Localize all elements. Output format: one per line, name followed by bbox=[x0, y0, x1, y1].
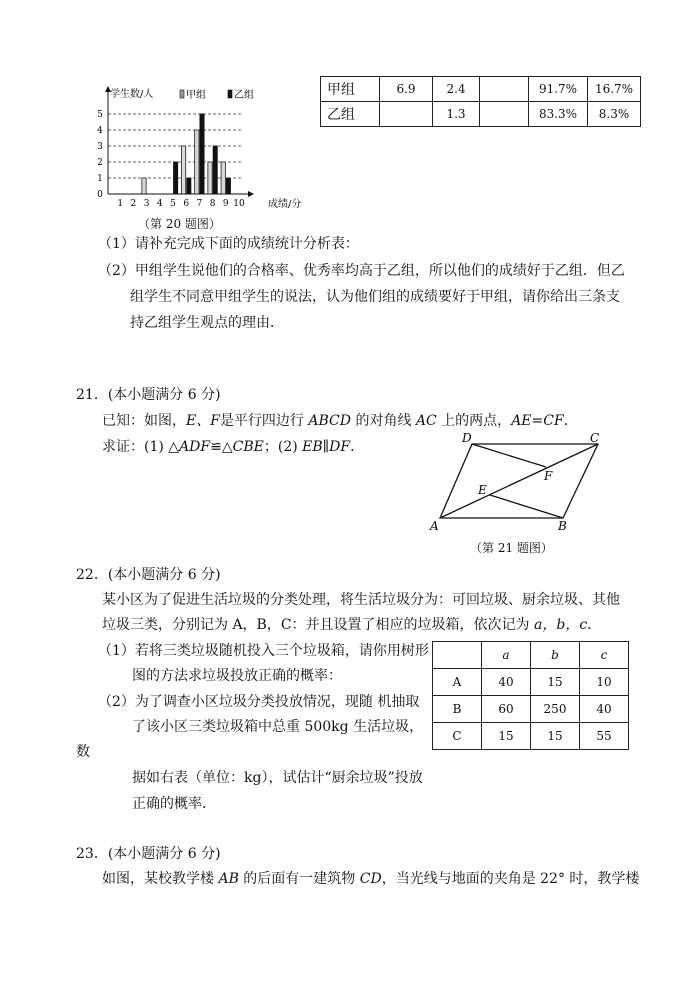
table-cell: 15 bbox=[531, 669, 580, 696]
text: 上的两点， bbox=[436, 413, 512, 429]
y-tick-label: 2 bbox=[97, 158, 103, 168]
text: ． bbox=[350, 439, 365, 455]
table-cell bbox=[480, 102, 529, 127]
table-row bbox=[321, 77, 641, 102]
q22-part2-line3: 据如右表（单位：kg），试估计“厨余垃圾”投放 bbox=[132, 770, 423, 786]
x-tick-label: 7 bbox=[196, 199, 203, 209]
text: 的后面有一建筑物 bbox=[238, 871, 360, 887]
table-row bbox=[433, 669, 629, 696]
x-tick-label: 3 bbox=[143, 199, 150, 209]
row-label: 甲组 bbox=[321, 77, 380, 102]
table-cell: 1.3 bbox=[433, 102, 480, 127]
q22-stray-char: 数 bbox=[76, 744, 90, 760]
y-axis-label: 学生数/人 bbox=[110, 89, 154, 100]
text: 求证：(1) △ bbox=[102, 439, 180, 455]
condition: AE=CF bbox=[511, 413, 564, 429]
q22-part1-line1: （1）若将三类垃圾随机投入三个垃圾箱，请你用树形 bbox=[98, 643, 429, 659]
y-tick-label: 4 bbox=[97, 126, 103, 136]
bar-yi bbox=[187, 178, 191, 194]
q22-part2-line1: （2）为了调查小区垃圾分类投放情况，现随 机抽取 bbox=[98, 694, 420, 710]
legend-label-jia: 甲组 bbox=[186, 90, 206, 101]
q22-title: 22．(本小题满分 6 分) bbox=[76, 567, 221, 583]
triangle-label: CBE bbox=[232, 439, 264, 455]
table-row bbox=[433, 723, 629, 750]
diagonal-ac bbox=[440, 444, 598, 518]
triangle-label: ADF bbox=[179, 439, 211, 455]
q21-given bbox=[102, 411, 578, 431]
table-cell bbox=[433, 642, 482, 669]
y-tick-label: 5 bbox=[97, 110, 103, 120]
text: 垃圾三类，分别记为 A，B，C：并且设置了相应的垃圾箱，依次记为 bbox=[102, 617, 535, 633]
q20-part2-line2: 组学生不同意甲组学生的说法，认为他们组的成绩要好于甲组，请你给出三条支 bbox=[130, 289, 620, 305]
y-tick-label: 1 bbox=[97, 174, 103, 184]
column-header: c bbox=[580, 642, 629, 669]
bar-yi bbox=[226, 178, 230, 194]
q21-prove bbox=[102, 437, 364, 457]
table-cell: 91.7% bbox=[529, 77, 588, 102]
figure-21-caption: （第 21 题图） bbox=[470, 541, 553, 555]
bar-yi bbox=[200, 114, 204, 194]
x-tick-label: 5 bbox=[170, 199, 176, 209]
table-cell: 10 bbox=[580, 669, 629, 696]
row-label: C bbox=[433, 723, 482, 750]
parallelogram-diagram bbox=[424, 432, 614, 536]
x-tick-label: 1 bbox=[117, 199, 124, 209]
row-label: B bbox=[433, 696, 482, 723]
points-label: E、F bbox=[186, 413, 220, 429]
table-cell bbox=[480, 77, 529, 102]
row-label: 乙组 bbox=[321, 102, 380, 127]
q22-part2-line2: 了该小区三类垃圾箱中总重 500kg 生活垃圾， bbox=[132, 719, 424, 735]
text: 的对角线 bbox=[351, 413, 416, 429]
table-cell: 250 bbox=[531, 696, 580, 723]
point-label-f: F bbox=[544, 469, 553, 483]
shape-label: ABCD bbox=[308, 413, 351, 429]
table-cell: 15 bbox=[482, 723, 531, 750]
x-axis-label: 成绩/分 bbox=[268, 199, 302, 210]
table-cell: 15 bbox=[531, 723, 580, 750]
bar-yi bbox=[213, 146, 217, 194]
text: 是平行四边行 bbox=[219, 413, 309, 429]
building-label: CD bbox=[359, 871, 382, 887]
q23-line1 bbox=[102, 869, 639, 889]
segment-eb bbox=[490, 495, 563, 518]
score-bar-chart bbox=[86, 80, 312, 218]
point-label-d: D bbox=[462, 432, 472, 445]
segment-df bbox=[472, 444, 546, 467]
text: ；(2) bbox=[263, 439, 303, 455]
bin-labels: a，b，c bbox=[534, 617, 588, 633]
figure-20-caption: （第 20 题图） bbox=[138, 217, 221, 231]
text: ，当光线与地面的夹角是 22° 时，教学楼 bbox=[381, 871, 640, 887]
waste-data-table bbox=[432, 641, 629, 750]
table-cell: 60 bbox=[482, 696, 531, 723]
x-tick-label: 6 bbox=[183, 199, 190, 209]
legend-label-yi: 乙组 bbox=[234, 90, 254, 101]
table-cell: 40 bbox=[580, 696, 629, 723]
text: ≌△ bbox=[210, 439, 233, 455]
column-header: b bbox=[531, 642, 580, 669]
table-cell: 55 bbox=[580, 723, 629, 750]
y-tick-label: 3 bbox=[97, 142, 103, 152]
q22-intro-line2 bbox=[102, 615, 601, 635]
x-tick-label: 2 bbox=[130, 199, 137, 209]
diagonal-label: AC bbox=[415, 413, 437, 429]
table-cell bbox=[380, 102, 433, 127]
legend-swatch-yi bbox=[228, 90, 232, 98]
q23-title: 23．(本小题满分 6 分) bbox=[76, 846, 221, 862]
point-label-a: A bbox=[430, 519, 439, 533]
point-label-b: B bbox=[558, 519, 567, 533]
table-cell: 2.4 bbox=[433, 77, 480, 102]
table-cell: 6.9 bbox=[380, 77, 433, 102]
column-header: a bbox=[482, 642, 531, 669]
x-tick-label: 8 bbox=[209, 199, 216, 209]
q22-part2-line4: 正确的概率． bbox=[132, 796, 216, 812]
y-tick-label: 0 bbox=[97, 190, 103, 200]
row-label: A bbox=[433, 669, 482, 696]
point-label-c: C bbox=[590, 432, 600, 445]
legend-swatch-jia bbox=[180, 90, 184, 98]
q21-title: 21．(本小题满分 6 分) bbox=[76, 387, 221, 403]
x-tick-label: 9 bbox=[222, 199, 229, 209]
table-cell: 83.3% bbox=[529, 102, 588, 127]
parallel-statement: EB∥DF bbox=[302, 439, 351, 455]
x-axis-arrow bbox=[248, 191, 254, 197]
q20-part1: （1）请补充完成下面的成绩统计分析表： bbox=[98, 236, 359, 252]
table-row bbox=[433, 696, 629, 723]
q20-part2-line1: （2）甲组学生说他们的合格率、优秀率均高于乙组，所以他们的成绩好于乙组．但乙 bbox=[98, 263, 625, 279]
text: 如图，某校教学楼 bbox=[102, 871, 219, 887]
q20-part2-line3: 持乙组学生观点的理由． bbox=[130, 315, 284, 331]
building-label: AB bbox=[218, 871, 239, 887]
table-row bbox=[321, 102, 641, 127]
text: 已知：如图， bbox=[102, 413, 186, 429]
q22-part1-line2: 图的方法求垃圾投放正确的概率： bbox=[132, 668, 342, 684]
point-label-e: E bbox=[478, 483, 487, 497]
score-analysis-table bbox=[320, 76, 641, 127]
x-tick-label: 4 bbox=[156, 199, 163, 209]
table-cell: 16.7% bbox=[588, 77, 641, 102]
x-tick-label: 10 bbox=[233, 199, 245, 209]
bar-yi bbox=[174, 162, 178, 194]
text: ． bbox=[587, 617, 602, 633]
table-cell: 8.3% bbox=[588, 102, 641, 127]
text: ． bbox=[563, 413, 578, 429]
table-cell: 40 bbox=[482, 669, 531, 696]
table-header-row bbox=[433, 642, 629, 669]
q22-intro-line1: 某小区为了促进生活垃圾的分类处理，将生活垃圾分为：可回垃圾、厨余垃圾、其他 bbox=[102, 592, 620, 608]
